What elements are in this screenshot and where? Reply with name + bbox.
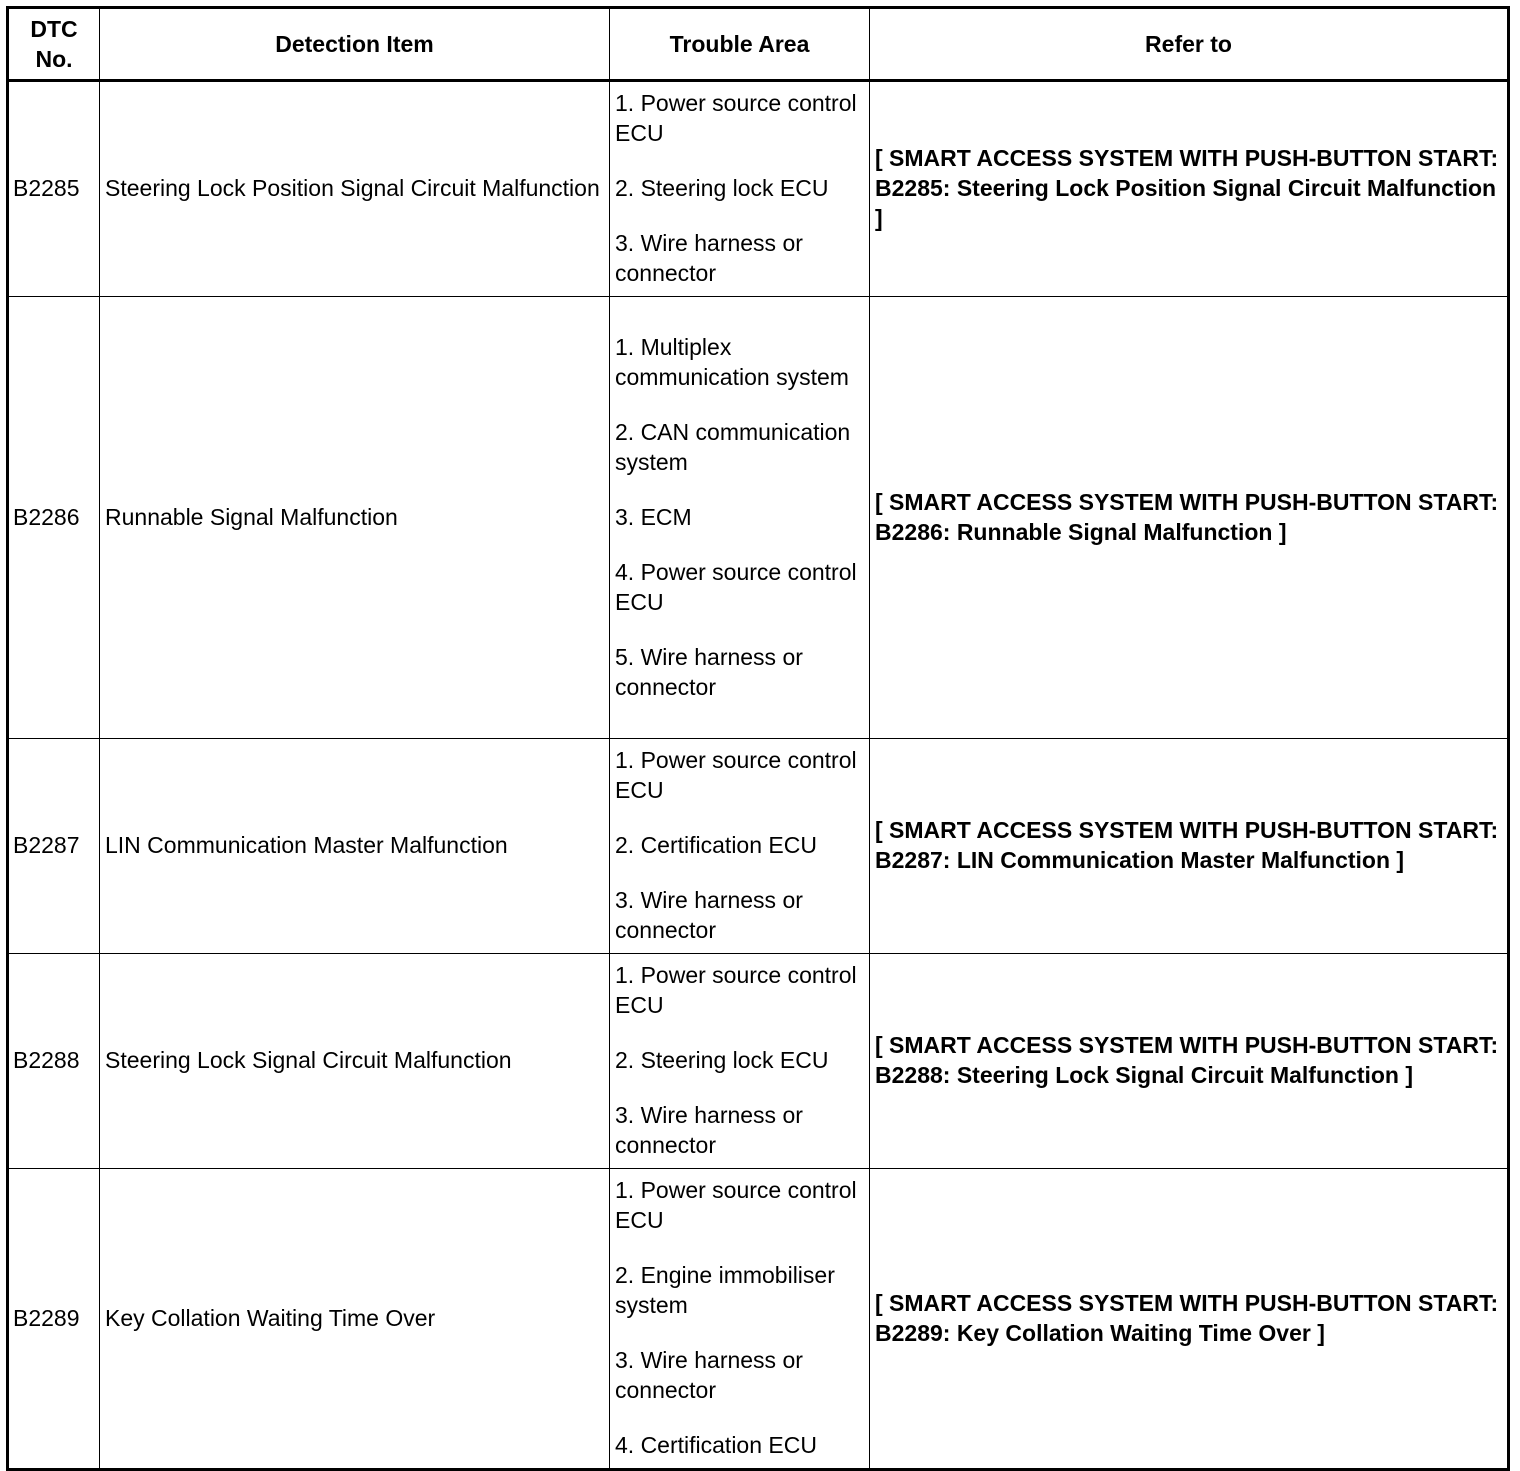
header-row xyxy=(8,8,1509,81)
trouble-area-item: 5. Wire harness or connector xyxy=(615,643,803,700)
trouble-area-item: 2. Steering lock ECU xyxy=(615,175,829,201)
trouble-area-item: 4. Certification ECU xyxy=(615,1432,817,1458)
trouble-area-item: 3. Wire harness or connector xyxy=(615,1347,803,1403)
detection-item: LIN Communication Master Malfunction xyxy=(100,739,610,954)
trouble-area xyxy=(610,81,870,297)
trouble-area-item: 3. Wire harness or connector xyxy=(615,230,803,286)
trouble-area-item: 4. Power source control ECU xyxy=(615,558,857,615)
trouble-area-item: 3. Wire harness or connector xyxy=(615,887,803,943)
detection-item: Steering Lock Position Signal Circuit Malfunction xyxy=(100,81,610,297)
trouble-area-item: 1. Multiplex communication system xyxy=(615,333,849,390)
dtc-code: B2288 xyxy=(8,954,100,1169)
header-refer-to: Refer to xyxy=(870,8,1509,81)
trouble-area-item: 1. Power source control ECU xyxy=(615,1177,857,1233)
trouble-area xyxy=(610,1169,870,1470)
detection-item: Key Collation Waiting Time Over xyxy=(100,1169,610,1470)
trouble-area-item: 3. Wire harness or connector xyxy=(615,1102,803,1158)
trouble-area-item: 2. Steering lock ECU xyxy=(615,1047,829,1073)
trouble-area-item: 1. Power source control ECU xyxy=(615,90,857,146)
header-detection-item: Detection Item xyxy=(100,8,610,81)
detection-item: Runnable Signal Malfunction xyxy=(100,297,610,739)
trouble-area xyxy=(610,954,870,1169)
trouble-area-item: 2. Engine immobiliser system xyxy=(615,1262,835,1318)
table-row xyxy=(8,81,1509,297)
dtc-code: B2286 xyxy=(8,297,100,739)
table-row xyxy=(8,954,1509,1169)
refer-to-link[interactable]: [ SMART ACCESS SYSTEM WITH PUSH-BUTTON START: B2288: Steering Lock Signal Circuit Malfunction ] xyxy=(870,954,1509,1169)
dtc-code: B2289 xyxy=(8,1169,100,1470)
refer-to-link[interactable]: [ SMART ACCESS SYSTEM WITH PUSH-BUTTON START: B2287: LIN Communication Master Malfunction ] xyxy=(870,739,1509,954)
trouble-area xyxy=(610,297,870,739)
refer-to-link[interactable]: [ SMART ACCESS SYSTEM WITH PUSH-BUTTON START: B2285: Steering Lock Position Signal Circuit Malfunction ] xyxy=(870,81,1509,297)
dtc-code: B2287 xyxy=(8,739,100,954)
refer-to-link[interactable]: [ SMART ACCESS SYSTEM WITH PUSH-BUTTON START: B2289: Key Collation Waiting Time Over ] xyxy=(870,1169,1509,1470)
trouble-area-item: 3. ECM xyxy=(615,503,692,530)
header-dtc-no: DTC No. xyxy=(8,8,100,81)
trouble-area xyxy=(610,739,870,954)
detection-item: Steering Lock Signal Circuit Malfunction xyxy=(100,954,610,1169)
trouble-area-item: 2. CAN communication system xyxy=(615,418,851,475)
table-row xyxy=(8,1169,1509,1470)
trouble-area-item: 1. Power source control ECU xyxy=(615,747,857,803)
trouble-area-item: 2. Certification ECU xyxy=(615,832,817,858)
refer-to-link[interactable]: [ SMART ACCESS SYSTEM WITH PUSH-BUTTON START: B2286: Runnable Signal Malfunction ] xyxy=(870,297,1509,739)
table-row xyxy=(8,297,1509,739)
header-trouble-area: Trouble Area xyxy=(610,8,870,81)
table-row xyxy=(8,739,1509,954)
dtc-table xyxy=(6,6,1510,1471)
trouble-area-item: 1. Power source control ECU xyxy=(615,962,857,1018)
dtc-code: B2285 xyxy=(8,81,100,297)
